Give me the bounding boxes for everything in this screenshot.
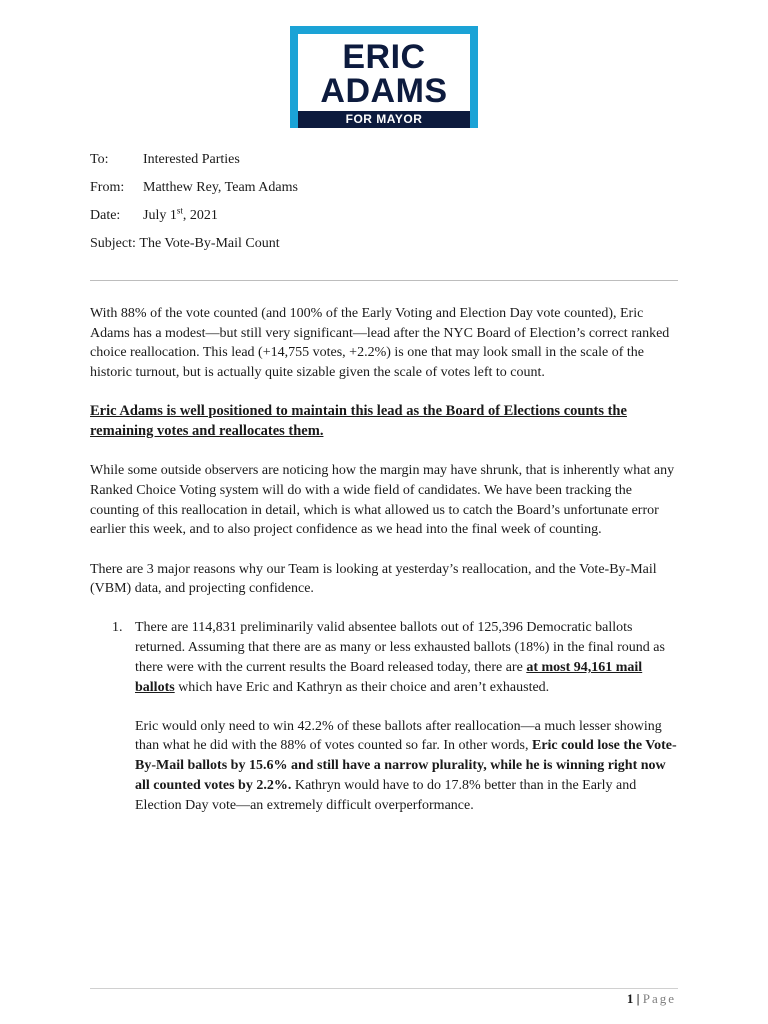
memo-date-main: July 1 (143, 208, 177, 223)
paragraph-reasons: There are 3 major reasons why our Team is looking at yesterday’s reallocation, and the Vote-By-Mail (VBM) data, and projecting confidence. (90, 561, 657, 597)
memo-subject-row (90, 234, 690, 262)
margin-text-pre: Eric would only need to win 42.2% of these ballots after reallocation—a much lesser showing than what he did with the 88% of votes counted so far. In other words, (135, 718, 662, 754)
page-separator: | (633, 991, 643, 1006)
list-item-paragraph-margin (135, 717, 680, 816)
logo-tagline: FOR MAYOR (298, 111, 470, 128)
memo-from-row (90, 178, 690, 206)
memo-body (90, 304, 680, 835)
paragraph-intro: With 88% of the vote counted (and 100% of the Early Voting and Election Day vote counted), Eric Adams has a modest—but still very significant—lead after the NYC Board of Election’s correct ranked choice reallocation. This lead (+14,755 votes, +2.2%) is one that may look small in the scale of the historic turnout, but is actually quite sizable given the scale of votes left to count. (90, 306, 670, 381)
page-number: 1 (626, 991, 634, 1006)
header-divider (90, 280, 678, 281)
section-heading: Eric Adams is well positioned to maintain this lead as the Board of Elections counts the remaining votes and reallocates them. (90, 403, 627, 440)
list-item-paragraph-ballots (135, 618, 680, 697)
page-label: Page (642, 991, 676, 1006)
ballots-text-highlight: at most 94,161 mail ballots (135, 659, 643, 695)
campaign-logo (290, 26, 478, 128)
memo-date-year: , 2021 (182, 208, 218, 223)
memo-subject-label: Subject: (90, 236, 136, 251)
memo-date-label: Date: (90, 208, 121, 223)
memo-date-ordinal: st (176, 205, 183, 216)
memo-header (90, 150, 690, 262)
memo-to-value: Interested Parties (143, 152, 240, 167)
ballots-text-post: which have Eric and Kathryn as their choice and aren’t exhausted. (174, 679, 550, 695)
page-footer (627, 991, 676, 1007)
memo-to-row (90, 150, 690, 178)
list-item-number: 1. (112, 620, 123, 636)
margin-text-post: Kathryn would have to do 17.8% better than in the Early and Election Day vote—an extremely difficult overperformance. (135, 777, 637, 813)
list-item (90, 618, 680, 815)
margin-text-highlight: Eric could lose the Vote-By-Mail ballots by 15.6% and still have a narrow plurality, while he is winning right now all counted votes by 2.2%. (135, 738, 677, 793)
logo-line-eric: ERIC (342, 38, 426, 76)
memo-date-row (90, 206, 690, 234)
memo-subject-value: The Vote-By-Mail Count (139, 236, 280, 251)
logo-line-adams: ADAMS (320, 72, 448, 110)
ballots-text-pre: There are 114,831 preliminarily valid absentee ballots out of 125,396 Democratic ballots returned. Assuming that there are as many or less exhausted ballots (18%) in the final round as there were with the current results the Board released today, there are (135, 620, 665, 675)
memo-from-label: From: (90, 180, 125, 195)
memo-date-value (143, 206, 218, 234)
memo-from-value: Matthew Rey, Team Adams (143, 180, 298, 195)
paragraph-margin: While some outside observers are noticing how the margin may have shrunk, that is inherently what any Ranked Choice Voting system will do with a wide field of candidates. We have been tracking the counting of this reallocation in detail, which is what allowed us to catch the Board’s unfortunate error earlier this week, and to also project confidence as we head into the final week of counting. (90, 463, 675, 538)
memo-to-label: To: (90, 152, 109, 167)
footer-divider (90, 988, 678, 989)
reasons-list (90, 618, 680, 815)
